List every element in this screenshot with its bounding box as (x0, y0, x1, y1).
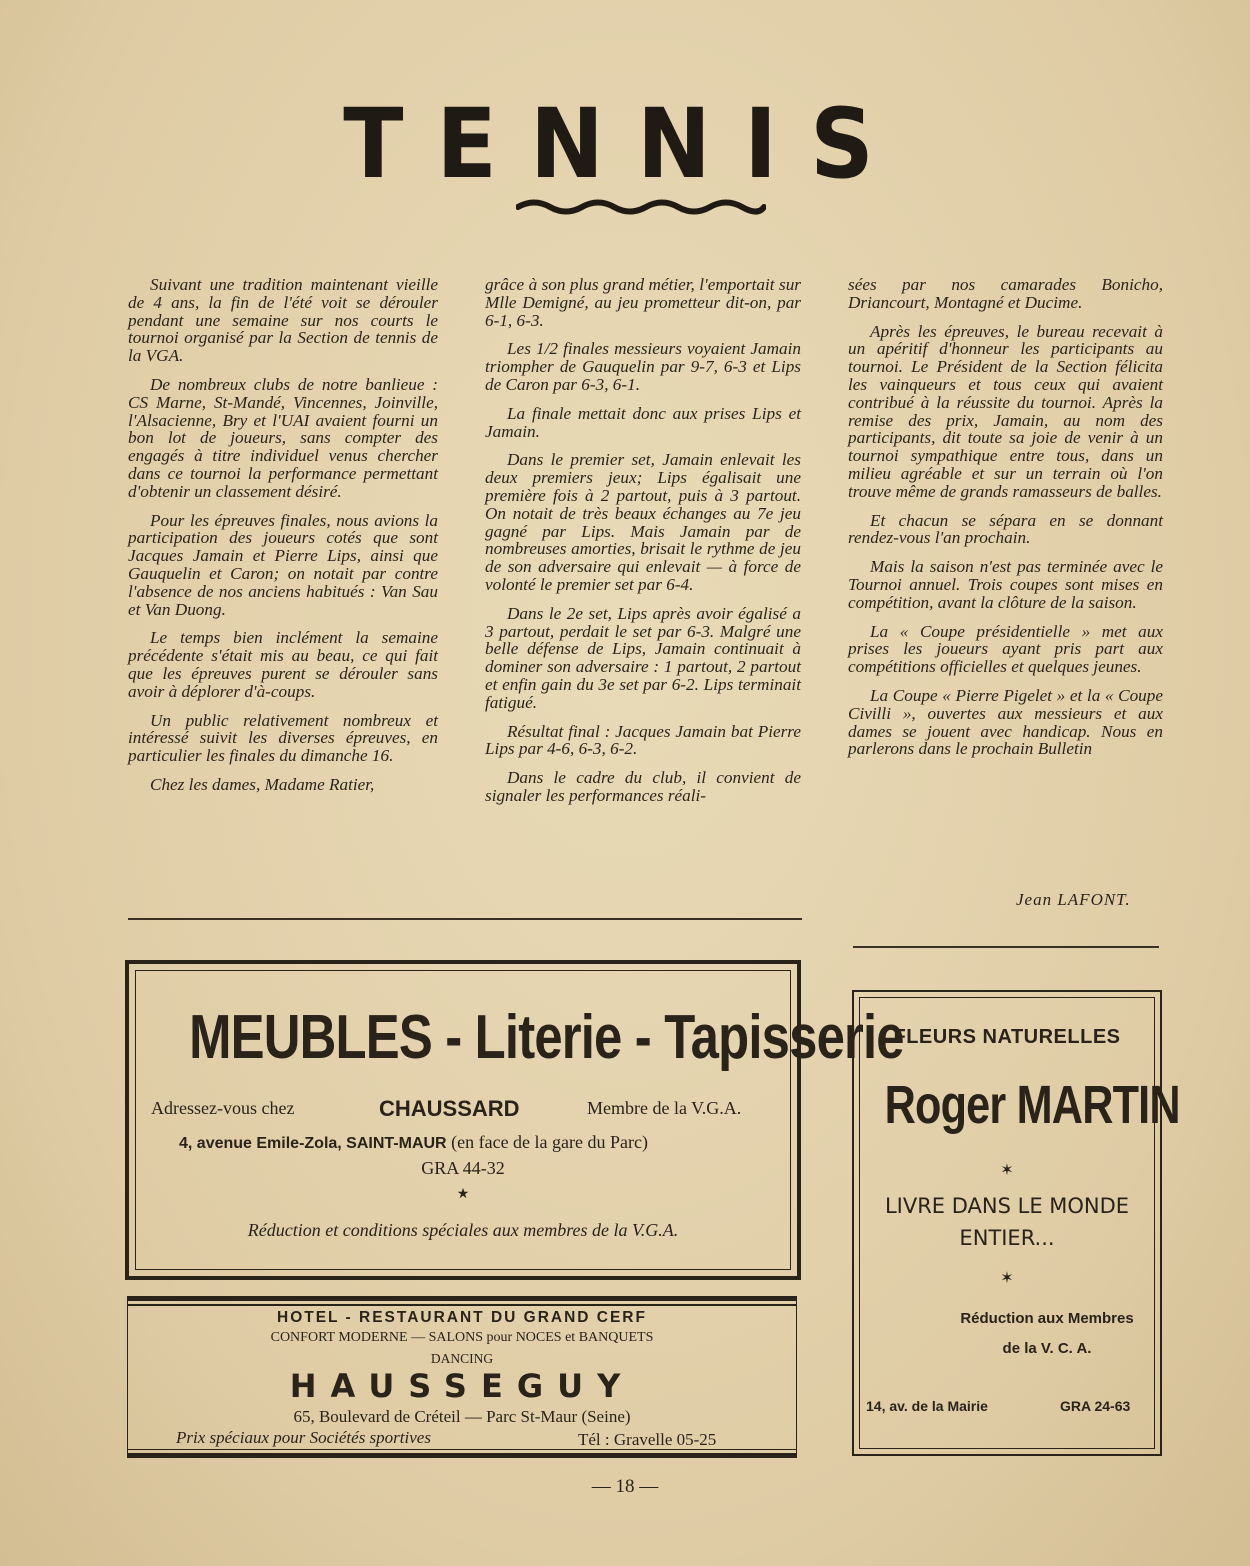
ad-headline: MEUBLES - Literie - Tapisserie (189, 1003, 904, 1072)
ad-discount: Réduction et conditions spéciales aux membres de la V.G.A. (247, 1220, 679, 1240)
paragraph: Un public relativement nombreux et intéressé suivit les diverses épreuves, en particulier les finales du dimanche 16. (128, 710, 438, 766)
ad-fleurs-address: 14, av. de la Mairie (866, 1398, 988, 1414)
ad-store-name: CHAUSSARD (379, 1096, 520, 1121)
divider (853, 946, 1159, 948)
star-icon: ✶ (1000, 1162, 1014, 1179)
ad-fleurs-discount: Réduction aux Membres (960, 1310, 1134, 1327)
ad-fleurs-phone: GRA 24-63 (1060, 1398, 1131, 1414)
ad-fleurs-name: Roger MARTIN (884, 1075, 1180, 1135)
ad-fleurs-delivery-2: ENTIER... (959, 1226, 1055, 1250)
ad-border (128, 1304, 796, 1306)
page-number: — 18 — (591, 1476, 659, 1497)
ad-hotel-title: HOTEL - RESTAURANT DU GRAND CERF (277, 1309, 647, 1326)
paragraph: Suivant une tradition maintenant vieille de 4 ans, la fin de l'été voit se dérouler pendant une semaine sur nos courts le tournoi organisé par la Section de tennis de la VGA. (128, 275, 438, 366)
paragraph: Chez les dames, Madame Ratier, (150, 774, 375, 794)
ad-fleurs-discount-2: de la V. C. A. (1002, 1340, 1092, 1357)
paragraph: Dans le cadre du club, il convient de signaler les performances réali- (485, 768, 801, 805)
paragraph: De nombreux clubs de notre banlieue : CS Marne, St-Mandé, Vincennes, Joinville, l'Alsacienne, Bry et l'UAI avaient fourni un bon lot de joueurs, sans compter des engagés à titre individuel venus chercher dans ce tournoi la performance permettant d'obtenir un classement désiré. (128, 374, 438, 501)
wave-ornament (516, 196, 766, 218)
paragraph: La « Coupe présidentielle » met aux prises les joueurs ayant pris part aux compétitions officielles et quelques jeunes. (848, 621, 1163, 677)
paragraph: La finale mettait donc aux prises Lips et Jamain. (485, 403, 801, 441)
ad-fleurs (852, 990, 1180, 1456)
paragraph: La Coupe « Pierre Pigelet » et la « Coupe Civilli », ouvertes aux messieurs et aux dames se jouent avec handicap. Nous en parlerons dans le prochain Bulletin (848, 685, 1163, 759)
paragraph: Mais la saison n'est pas terminée avec le Tournoi annuel. Trois coupes sont mises en compétition, avant la clôture de la saison. (848, 557, 1163, 612)
ad-meubles (125, 960, 904, 1280)
article-column-2 (485, 276, 801, 816)
ad-hotel-prices: Prix spéciaux pour Sociétés sportives (176, 1428, 431, 1447)
ad-street-note: (en face de la gare du Parc) (451, 1132, 648, 1152)
paragraph: Pour les épreuves finales, nous avions la participation des joueurs cotés que sont Jacques Jamain et Pierre Lips, ainsi que Gauquelin et Caron; on notait par contre l'absence de nos anciens habitués : Van Sau et Van Duong. (128, 510, 438, 619)
divider (128, 918, 802, 920)
star-icon: ✶ (1000, 1270, 1014, 1287)
paragraph: Et chacun se sépara en se donnant rendez-vous l'an prochain. (848, 510, 1163, 548)
article-column-3 (848, 276, 1163, 769)
page-title: TENNIS (343, 88, 907, 200)
paragraph: Dans le premier set, Jamain enlevait les deux premiers jeux; Lips égalisait une première fois à 2 partout, puis à 3 partout. On notait de très beaux échanges au 7e jeu gagné par Lips. Mais Jamain par de nombreuses amorties, brisait le rythme de jeu de son adversaire qui enlevait — à force de volonté le premier set par 6-4. (485, 450, 801, 594)
ad-hotel-name: HAUSSEGUY (289, 1367, 635, 1405)
ad-membership: Membre de la V.G.A. (587, 1098, 742, 1118)
paragraph: Après les épreuves, le bureau recevait à un apéritif d'honneur les participants au tournoi. Le Président de la Section félicita les vainqueurs et tous ceux qui avaient contribué à la réussite du tournoi. Après la remise des prix, Jamain, au nom des participants, dit toute sa joie de venir à un tournoi sympathique entre tous, dans un milieu agréable et sur un terrain où l'on trouve même de grands ramasseurs de balles. (848, 321, 1163, 501)
article-column-1 (128, 276, 438, 805)
ad-address-prefix: Adressez-vous chez (151, 1098, 295, 1118)
ad-border (859, 997, 1180, 1449)
paragraph: Dans le 2e set, Lips après avoir égalisé a 3 partout, perdait le set par 6-3. Malgré une belle défense de Lips, Jamain continuait à dominer son adversaire : 1 partout, 2 partout et enfin gain du 3e set par 6-2. Lips terminait fatigué. (485, 603, 801, 712)
paragraph: Résultat final : Jacques Jamain bat Pierre Lips par 4-6, 6-3, 6-2. (485, 721, 801, 759)
ad-street: 4, avenue Emile-Zola, SAINT-MAUR (179, 1135, 447, 1152)
ad-hotel-dancing: DANCING (430, 1351, 494, 1366)
ad-hotel-subtitle: CONFORT MODERNE — SALONS pour NOCES et BANQUETS (270, 1330, 654, 1345)
paragraph: sées par nos camarades Bonicho, Driancourt, Montagné et Ducime. (848, 275, 1163, 312)
paragraph: grâce à son plus grand métier, l'emportait sur Mlle Demigné, au jeu prometteur dit-on, par 6-1, 6-3. (485, 275, 801, 330)
ad-hotel (127, 1296, 797, 1458)
paragraph: Les 1/2 finales messieurs voyaient Jamain triompher de Gauquelin par 9-7, 6-3 et Lips de Caron par 6-3, 6-1. (485, 339, 801, 394)
author-signature: Jean LAFONT. (1016, 890, 1131, 909)
paragraph: Le temps bien inclément la semaine précédente s'était mis au beau, ce qui fait que les épreuves purent se dérouler sans avoir à déplorer d'à-coups. (128, 628, 438, 701)
ad-hotel-phone: Tél : Gravelle 05-25 (578, 1430, 717, 1449)
ad-phone: GRA 44-32 (421, 1158, 505, 1178)
ad-fleurs-delivery: LIVRE DANS LE MONDE (884, 1194, 1130, 1218)
star-icon: ★ (456, 1187, 470, 1202)
ad-fleurs-title: FLEURS NATURELLES (893, 1026, 1121, 1048)
ad-hotel-address: 65, Boulevard de Créteil — Parc St-Maur (Seine) (293, 1407, 631, 1426)
